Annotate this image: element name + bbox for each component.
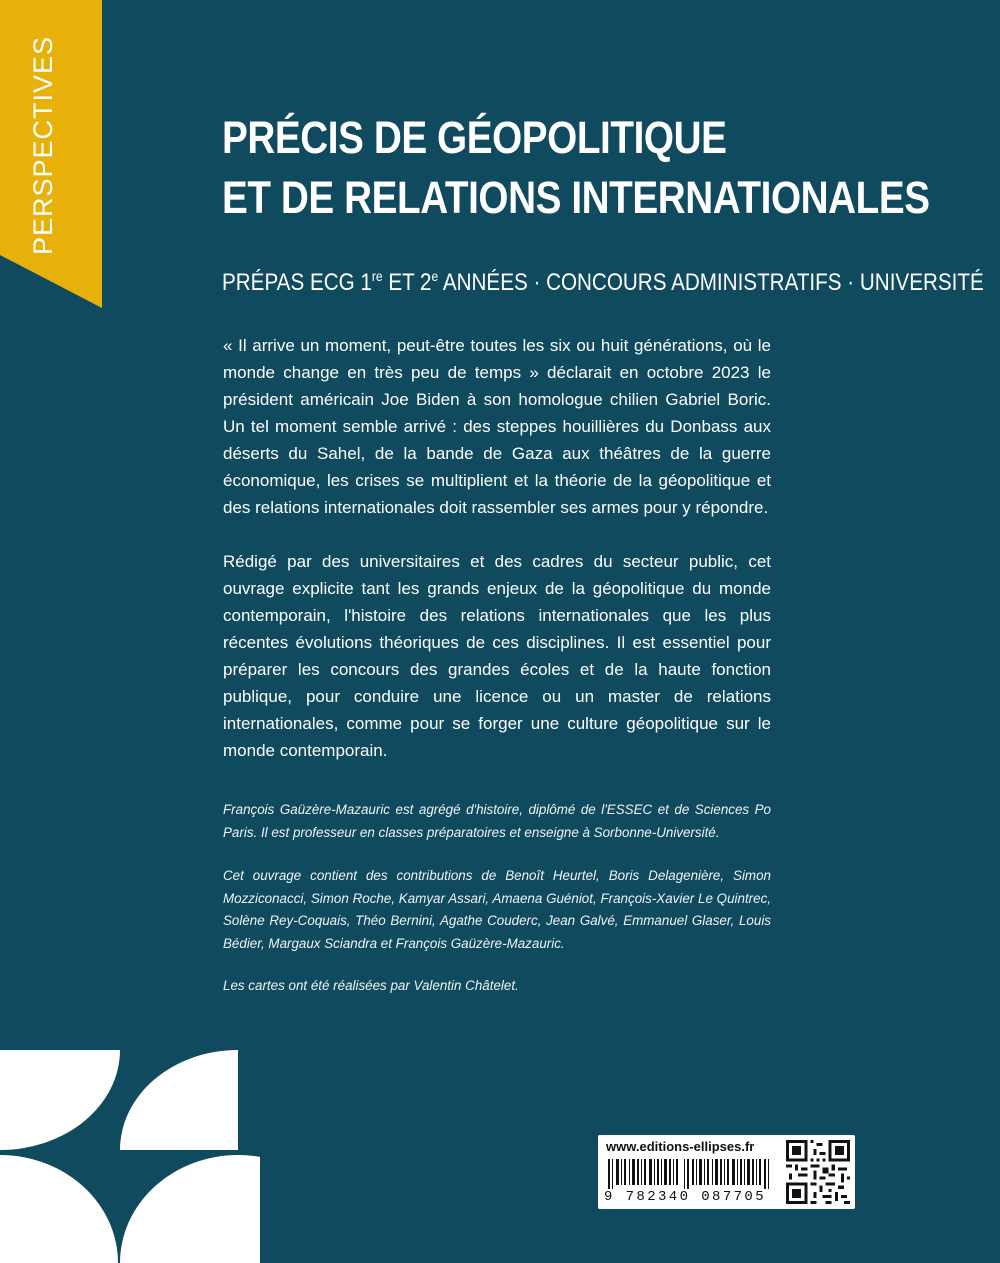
maps-credit: Les cartes ont été réalisées par Valentin Châtelet. <box>223 978 519 993</box>
publisher-website: www.editions-ellipses.fr <box>606 1139 755 1154</box>
isbn-digits: 9 782340 087705 <box>604 1189 767 1205</box>
book-title-line-2: ET DE RELATIONS INTERNATIONALES <box>222 172 930 223</box>
book-title <box>222 108 930 228</box>
subtitle-part-2: ET 2 <box>382 269 432 296</box>
collection-label: PERSPECTIVES <box>28 35 58 255</box>
blurb-paragraph-2: Rédigé par des universitaires et des cadres du secteur public, cet ouvrage explicite tant les grands enjeux de la géopolitique du monde contemporain, l'histoire des relations internationales que les plus récentes évolutions théoriques de ces disciplines. Il est essentiel pour préparer les concours des grandes écoles et de la haute fonction publique, pour conduire une licence ou un master de relations internationales, comme pour se forger une culture géopolitique sur le monde contemporain. <box>223 552 771 760</box>
book-subtitle <box>222 260 984 299</box>
decorative-shapes <box>0 1045 260 1263</box>
author-note: François Gaüzère-Mazauric est agrégé d'histoire, diplômé de l'ESSEC et de Sciences Po Paris. Il est professeur en classes préparatoires et enseigne à Sorbonne-Université. <box>223 802 771 840</box>
barcode-box <box>598 1135 855 1209</box>
subtitle-sup-2: e <box>431 268 439 284</box>
blurb-paragraph-1: « Il arrive un moment, peut-être toutes les six ou huit générations, où le monde change en très peu de temps » déclarait en octobre 2023 le président américain Joe Biden à son homologue chilien Gabriel Boric. Un tel moment semble arrivé : des steppes houillières du Donbass aux déserts du Sahel, de la bande de Gaza aux théâtres de la guerre économique, les crises se multiplient et la théorie de la géopolitique et des relations internationales doit rassembler ses armes pour y répondre. <box>223 336 771 517</box>
book-title-line-1: PRÉCIS DE GÉOPOLITIQUE <box>222 112 727 163</box>
subtitle-sup-1: re <box>371 268 383 284</box>
subtitle-part-3: ANNÉES · CONCOURS ADMINISTRATIFS · UNIVERSITÉ <box>438 269 984 296</box>
contributors-note: Cet ouvrage contient des contributions de Benoît Heurtel, Boris Delagenière, Simon Mozziconacci, Simon Roche, Kamyar Assari, Amaena Guéniot, François-Xavier Le Quintrec, Solène Rey-Coquais, Théo Bernini, Agathe Couderc, Jean Galvé, Emmanuel Glaser, Louis Bédier, Margaux Sciandra et François Gaüzère-Mazauric. <box>223 868 771 951</box>
subtitle-part-1: PRÉPAS ECG 1 <box>222 269 372 296</box>
barcode-icon <box>606 1159 776 1189</box>
qr-code-icon <box>786 1139 850 1205</box>
